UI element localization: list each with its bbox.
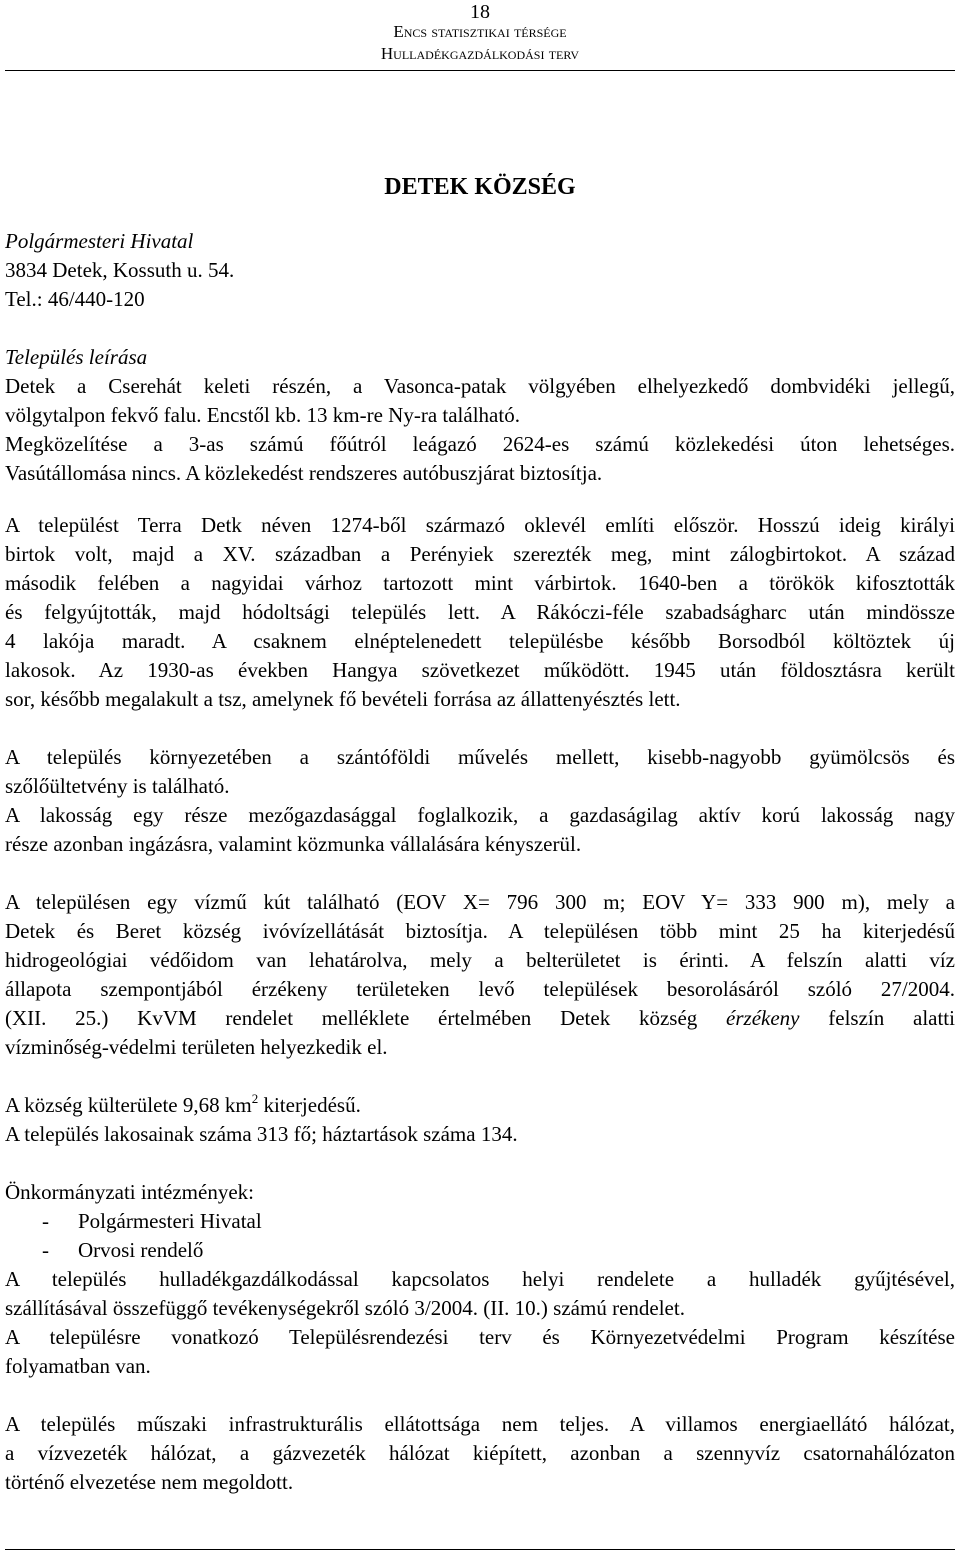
area-line <box>5 1091 955 1120</box>
office-address: 3834 Detek, Kossuth u. 54. <box>5 258 235 282</box>
agriculture-section <box>5 743 955 859</box>
description-line: völgytalpon fekvő falu. Encstől kb. 13 km-re Ny-ra található. <box>5 403 520 427</box>
sensitive-term: érzékeny <box>726 1006 800 1030</box>
history-line: birtok volt, majd a XV. században a Perényiek szerezték meg, mint zálogbirtokot. A század <box>5 542 955 566</box>
institution-label: Polgármesteri Hivatal <box>78 1209 262 1233</box>
institutions-line: szállításával összefüggő tevékenységekről szóló 3/2004. (II. 10.) számú rendelet. <box>5 1296 685 1320</box>
water-line: vízminőség-védelmi területen helyezkedik el. <box>5 1035 388 1059</box>
agriculture-line: szőlőültetvény is található. <box>5 774 230 798</box>
area-text-end: kiterjedésű. <box>258 1093 361 1117</box>
document-body <box>5 227 955 1497</box>
institution-label: Orvosi rendelő <box>78 1238 204 1262</box>
page-title: DETEK KÖZSÉG <box>384 174 576 200</box>
history-section <box>5 511 955 714</box>
agriculture-line: A lakosság egy része mezőgazdasággal foglalkozik, a gazdaságilag aktív korú lakosság nagy <box>5 803 955 827</box>
water-line: A településen egy vízmű kút található (EOV X= 796 300 m; EOV Y= 333 900 m), mely a <box>5 890 955 914</box>
infrastructure-line: a vízvezeték hálózat, a gázvezeték hálózat kiépített, azonban a szennyvíz csatornahálózaton <box>5 1441 955 1465</box>
history-line: sor, később megalakult a tsz, amelynek fő bevételi forrása az állattenyésztés lett. <box>5 687 681 711</box>
history-line: lakosok. Az 1930-as években Hangya szövetkezet működött. 1945 után földosztásra került <box>5 658 955 682</box>
infrastructure-line: A település műszaki infrastrukturális ellátottsága nem teljes. A villamos energiaellátó hálózat, <box>5 1412 955 1436</box>
area-unit-exponent: 2 <box>251 1091 259 1106</box>
institutions-heading: Önkormányzati intézmények: <box>5 1180 254 1204</box>
water-line: állapota szempontjából érzékeny területeken levő települések besorolásáról szóló 27/2004. <box>5 977 955 1001</box>
area-section <box>5 1091 955 1149</box>
address-block <box>5 227 955 314</box>
institution-item <box>5 1207 955 1236</box>
history-line: és felgyújtották, majd hódoltsági település lett. A Rákóczi-féle szabadságharc után mindössze <box>5 600 955 624</box>
agriculture-line: A település környezetében a szántóföldi művelés mellett, kisebb-nagyobb gyümölcsös és <box>5 745 955 769</box>
history-line: A települést Terra Detk néven 1274-ből származó oklevél említi először. Hosszú ideig királyi <box>5 513 955 537</box>
header-divider <box>5 70 955 71</box>
water-section <box>5 888 955 1062</box>
description-line: Megközelítése a 3-as számú főútról leágazó 2624-es számú közlekedési úton lehetséges. <box>5 432 955 456</box>
water-line: Detek és Beret község ivóvízellátását biztosítja. A településen több mint 25 ha kiterjedésű <box>5 919 955 943</box>
footer-divider <box>5 1549 955 1550</box>
area-text: A község külterülete 9,68 km <box>5 1093 252 1117</box>
office-name: Polgármesteri Hivatal <box>5 229 194 253</box>
agriculture-line: része azonban ingázásra, valamint közmunka vállalására kényszerül. <box>5 832 582 856</box>
institution-item <box>5 1236 955 1265</box>
institutions-line: A település hulladékgazdálkodással kapcsolatos helyi rendelete a hulladék gyűjtésével, <box>5 1267 955 1291</box>
description-line: Vasútállomása nincs. A közlekedést rendszeres autóbuszjárat biztosítja. <box>5 461 603 485</box>
header-plan-title: Hulladékgazdálkodási terv <box>380 44 580 63</box>
history-line: 4 lakója maradt. A csaknem elnéptelenedett településbe később Borsodból költöztek új <box>5 629 955 653</box>
page-number: 18 <box>470 1 490 23</box>
water-line-start: (XII. 25.) KvVM rendelet melléklete értelmében Detek község <box>5 1006 727 1030</box>
description-heading: Település leírása <box>5 345 148 369</box>
population-line: A település lakosainak száma 313 fő; háztartások száma 134. <box>5 1122 518 1146</box>
office-phone: Tel.: 46/440-120 <box>5 287 145 311</box>
list-dash: - <box>42 1238 49 1262</box>
list-dash: - <box>42 1209 49 1233</box>
water-line <box>5 1004 955 1033</box>
water-line: hidrogeológiai védőidom van lehatárolva, mely a belterületet is érinti. A felszín alatti víz <box>5 948 955 972</box>
description-section <box>5 343 955 488</box>
infrastructure-section <box>5 1410 955 1497</box>
infrastructure-line: történő elvezetése nem megoldott. <box>5 1470 294 1494</box>
institutions-line: A településre vonatkozó Településrendezési terv és Környezetvédelmi Program készítése <box>5 1325 955 1349</box>
institutions-section <box>5 1178 955 1381</box>
institutions-line: folyamatban van. <box>5 1354 151 1378</box>
description-line: Detek a Cserehát keleti részén, a Vasonca-patak völgyében elhelyezkedő dombvidéki jellegű, <box>5 374 955 398</box>
water-line-end: felszín alatti <box>799 1006 955 1030</box>
header-region-title: Encs statisztikai térsége <box>393 22 567 41</box>
history-line: második felében a nagyidai várhoz tartozott mint várbirtok. 1640-ben a törökök kifosztották <box>5 571 955 595</box>
